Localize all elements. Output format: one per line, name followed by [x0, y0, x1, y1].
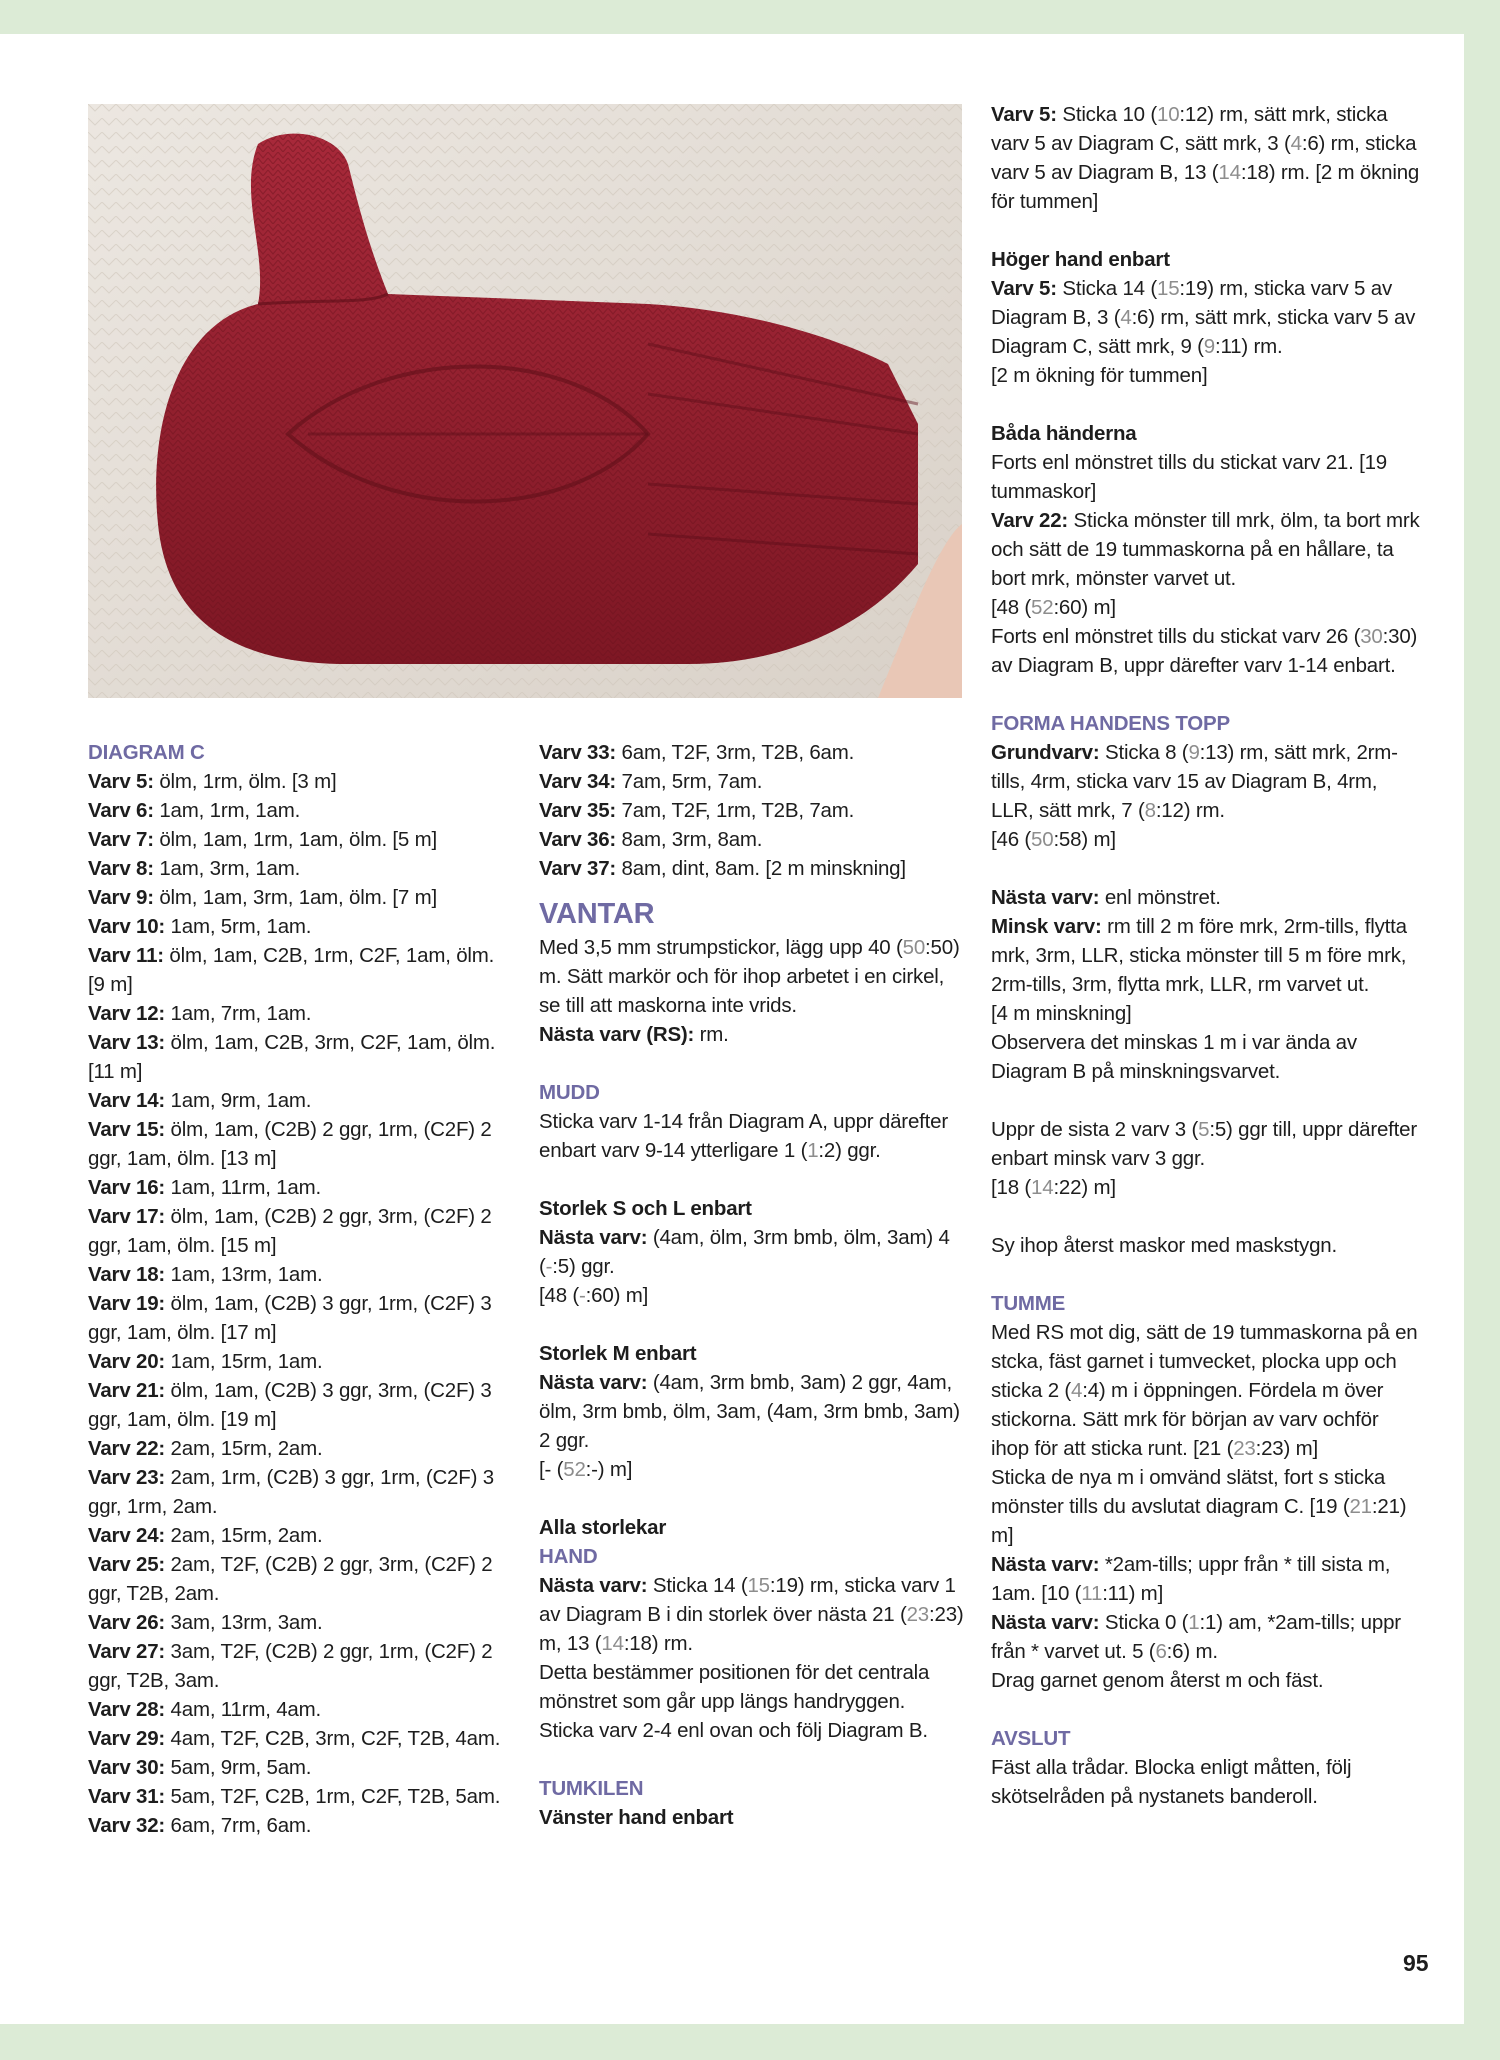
tumme-text: Med RS mot dig, sätt de 19 tummaskorna på en stcka, fäst garnet i tumvecket, plocka upp och sticka 2 (4:4) m i öppningen. Fördela m över stickorna. Sätt mrk för början av varv ochför ihop för att sticka runt. [21 (23:23) m] — [991, 1321, 1418, 1460]
left-hand-subheading: Vänster hand enbart — [539, 1806, 734, 1829]
size-s-l-subheading: Storlek S och L enbart — [539, 1197, 752, 1220]
pattern-row: Varv 26: 3am, 13rm, 3am. — [88, 1611, 323, 1634]
pattern-row: Varv 9: ölm, 1am, 3rm, 1am, ölm. [7 m] — [88, 886, 438, 909]
pattern-row: Varv 16: 1am, 11rm, 1am. — [88, 1176, 321, 1199]
pattern-row: Varv 12: 1am, 7rm, 1am. — [88, 1002, 312, 1025]
vantar-rs: Nästa varv (RS): rm. — [539, 1023, 729, 1046]
size-s-l-text: Nästa varv: (4am, ölm, 3rm bmb, ölm, 3am) 4 (-:5) ggr. — [539, 1226, 950, 1278]
vantar-heading: VANTAR — [539, 898, 655, 930]
mudd-heading: MUDD — [539, 1081, 600, 1104]
page-number: 95 — [1403, 1950, 1429, 1976]
tumme-drag: Drag garnet genom återst m och fäst. — [991, 1669, 1324, 1692]
left-varv-5: Varv 5: Sticka 10 (10:12) rm, sätt mrk, sticka varv 5 av Diagram C, sätt mrk, 3 (4:6) rm, sticka varv 5 av Diagram B, 13 (14:18) rm. [2 m ökning för tummen] — [991, 103, 1420, 213]
pattern-row: Varv 30: 5am, 9rm, 5am. — [88, 1756, 312, 1779]
both-hands-varv-22: Varv 22: Sticka mönster till mrk, ölm, ta bort mrk och sätt de 19 tummaskorna på en hållare, ta bort mrk, mönster varvet ut. — [991, 509, 1420, 590]
red-mitten-photo — [88, 104, 962, 698]
sew-text: Sy ihop återst maskor med maskstygn. — [991, 1234, 1337, 1257]
all-sizes-subheading: Alla storlekar — [539, 1516, 667, 1539]
pattern-row: Varv 7: ölm, 1am, 1rm, 1am, ölm. [5 m] — [88, 828, 438, 851]
size-m-subheading: Storlek M enbart — [539, 1342, 697, 1365]
pattern-row: Varv 25: 2am, T2F, (C2B) 2 ggr, 3rm, (C2F) 2 ggr, T2B, 2am. — [88, 1553, 493, 1605]
both-hands-subheading: Båda händerna — [991, 422, 1137, 445]
pattern-row: Varv 34: 7am, 5rm, 7am. — [539, 770, 763, 793]
pattern-row: Varv 36: 8am, 3rm, 8am. — [539, 828, 763, 851]
repeat-text: Uppr de sista 2 varv 3 (5:5) ggr till, uppr därefter enbart minsk varv 3 ggr. — [991, 1118, 1417, 1170]
pattern-row: Varv 33: 6am, T2F, 3rm, T2B, 6am. — [539, 741, 855, 764]
tumme-heading: TUMME — [991, 1292, 1066, 1315]
pattern-row: Varv 27: 3am, T2F, (C2B) 2 ggr, 1rm, (C2F) 2 ggr, T2B, 3am. — [88, 1640, 493, 1692]
pattern-row: Varv 15: ölm, 1am, (C2B) 2 ggr, 1rm, (C2F) 2 ggr, 1am, ölm. [13 m] — [88, 1118, 492, 1170]
minsk-observe: Observera det minskas 1 m i var ända av Diagram B på minskningsvarvet. — [991, 1031, 1357, 1083]
size-s-l-count: [48 (-:60) m] — [539, 1284, 649, 1307]
pattern-row: Varv 19: ölm, 1am, (C2B) 3 ggr, 1rm, (C2F) 3 ggr, 1am, ölm. [17 m] — [88, 1292, 492, 1344]
tumme-nasta-2: Nästa varv: Sticka 0 (1:1) am, *2am-tills; uppr från * varvet ut. 5 (6:6) m. — [991, 1611, 1401, 1663]
both-hands-count: [48 (52:60) m] — [991, 596, 1116, 619]
pattern-row: Varv 6: 1am, 1rm, 1am. — [88, 799, 301, 822]
right-varv-5: Varv 5: Sticka 14 (15:19) rm, sticka varv 5 av Diagram B, 3 (4:6) rm, sätt mrk, sticka varv 5 av Diagram C, sätt mrk, 9 (9:11) rm. — [991, 277, 1416, 358]
hand-heading: HAND — [539, 1545, 598, 1568]
right-varv-5-note: [2 m ökning för tummen] — [991, 364, 1208, 387]
minsk-varv-note: [4 m minskning] — [991, 1002, 1132, 1025]
pattern-row: Varv 28: 4am, 11rm, 4am. — [88, 1698, 321, 1721]
mudd-text: Sticka varv 1-14 från Diagram A, uppr därefter enbart varv 9-14 ytterligare 1 (1:2) ggr. — [539, 1110, 948, 1162]
pattern-row: Varv 14: 1am, 9rm, 1am. — [88, 1089, 312, 1112]
forma-handens-topp-heading: FORMA HANDENS TOPP — [991, 712, 1230, 735]
pattern-row: Varv 20: 1am, 15rm, 1am. — [88, 1350, 323, 1373]
tumme-text-2: Sticka de nya m i omvänd slätst, fort s sticka mönster tills du avslutat diagram C. [19 (21:21) m] — [991, 1466, 1407, 1547]
pattern-row: Varv 17: ölm, 1am, (C2B) 2 ggr, 3rm, (C2F) 2 ggr, 1am, ölm. [15 m] — [88, 1205, 492, 1257]
right-hand-subheading: Höger hand enbart — [991, 248, 1170, 271]
both-hands-continue: Forts enl mönstret tills du stickat varv 26 (30:30) av Diagram B, uppr därefter varv 1-14 enbart. — [991, 625, 1418, 677]
pattern-row: Varv 31: 5am, T2F, C2B, 1rm, C2F, T2B, 5am. — [88, 1785, 501, 1808]
diagram-c-heading: DIAGRAM C — [88, 741, 205, 764]
pattern-row: Varv 8: 1am, 3rm, 1am. — [88, 857, 301, 880]
repeat-count: [18 (14:22) m] — [991, 1176, 1116, 1199]
tumme-nasta-1: Nästa varv: *2am-tills; uppr från * till sista m, 1am. [10 (11:11) m] — [991, 1553, 1391, 1605]
pattern-row: Varv 24: 2am, 15rm, 2am. — [88, 1524, 323, 1547]
diagram-c-rows — [88, 767, 508, 1840]
pattern-row: Varv 5: ölm, 1rm, ölm. [3 m] — [88, 770, 337, 793]
grundvarv: Grundvarv: Sticka 8 (9:13) rm, sätt mrk, 2rm-tills, 4rm, sticka varv 15 av Diagram B, 4rm, LLR, sätt mrk, 7 (8:12) rm. — [991, 741, 1398, 822]
pattern-row: Varv 13: ölm, 1am, C2B, 3rm, C2F, 1am, ölm. [11 m] — [88, 1031, 496, 1083]
column-1 — [88, 738, 508, 1840]
tumkilen-heading: TUMKILEN — [539, 1777, 644, 1800]
minsk-varv: Minsk varv: rm till 2 m före mrk, 2rm-tills, flytta mrk, 3rm, LLR, sticka mönster till 5 m före mrk, 2rm-tills, 3rm, flytta mrk, LLR, rm varvet ut. — [991, 915, 1407, 996]
pattern-row: Varv 22: 2am, 15rm, 2am. — [88, 1437, 323, 1460]
nasta-varv: Nästa varv: enl mönstret. — [991, 886, 1221, 909]
grundvarv-count: [46 (50:58) m] — [991, 828, 1116, 851]
hand-paragraph-3: Sticka varv 2-4 enl ovan och följ Diagram B. — [539, 1719, 928, 1742]
pattern-row: Varv 35: 7am, T2F, 1rm, T2B, 7am. — [539, 799, 855, 822]
column-3 — [991, 100, 1421, 1811]
avslut-heading: AVSLUT — [991, 1727, 1071, 1750]
pattern-row: Varv 10: 1am, 5rm, 1am. — [88, 915, 312, 938]
pattern-row: Varv 37: 8am, dint, 8am. [2 m minskning] — [539, 857, 906, 880]
pattern-row: Varv 29: 4am, T2F, C2B, 3rm, C2F, T2B, 4am. — [88, 1727, 501, 1750]
pattern-row: Varv 18: 1am, 13rm, 1am. — [88, 1263, 323, 1286]
both-hands-p1: Forts enl mönstret tills du stickat varv 21. [19 tummaskor] — [991, 451, 1387, 503]
hand-text: Nästa varv: Sticka 14 (15:19) rm, sticka varv 1 av Diagram B i din storlek över nästa 21 (23:23) m, 13 (14:18) rm. — [539, 1574, 964, 1655]
size-m-count: [- (52:-) m] — [539, 1458, 633, 1481]
pattern-row: Varv 21: ölm, 1am, (C2B) 3 ggr, 3rm, (C2F) 3 ggr, 1am, ölm. [19 m] — [88, 1379, 492, 1431]
vantar-text: Med 3,5 mm strumpstickor, lägg upp 40 (50:50) m. Sätt markör och för ihop arbetet i en cirkel, se till att maskorna inte vrids. — [539, 936, 960, 1017]
avslut-text: Fäst alla trådar. Blocka enligt måtten, följ skötselråden på nystanets banderoll. — [991, 1756, 1352, 1808]
pattern-row: Varv 23: 2am, 1rm, (C2B) 3 ggr, 1rm, (C2F) 3 ggr, 1rm, 2am. — [88, 1466, 494, 1518]
pattern-row: Varv 32: 6am, 7rm, 6am. — [88, 1814, 312, 1837]
hand-paragraph-2: Detta bestämmer positionen för det centrala mönstret som går upp längs handryggen. — [539, 1661, 930, 1713]
column-2 — [539, 738, 969, 1832]
size-m-text: Nästa varv: (4am, 3rm bmb, 3am) 2 ggr, 4am, ölm, 3rm bmb, ölm, 3am, (4am, 3rm bmb, 3am) 2 ggr. — [539, 1371, 960, 1452]
diagram-c-rows-continued — [539, 738, 969, 883]
pattern-row: Varv 11: ölm, 1am, C2B, 1rm, C2F, 1am, ölm. [9 m] — [88, 944, 495, 996]
